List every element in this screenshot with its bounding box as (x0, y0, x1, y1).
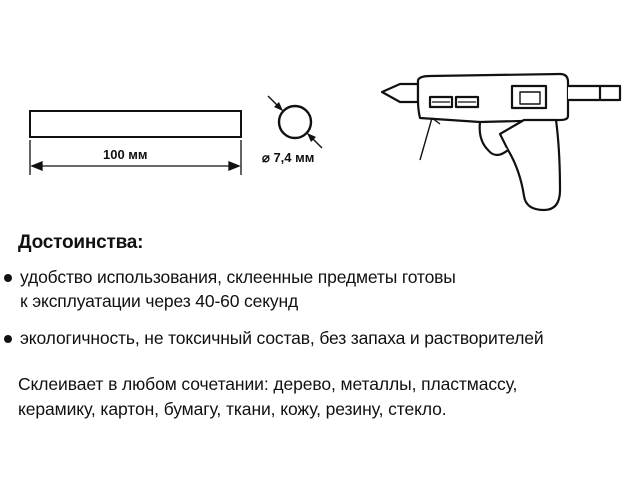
list-item-line: удобство использования, склеенные предметы готовы (20, 267, 456, 287)
length-label: 100 мм (103, 147, 148, 162)
usage-note (18, 372, 638, 422)
product-illustration (0, 0, 640, 230)
glue-gun-icon (382, 74, 620, 210)
bullet-icon (4, 335, 12, 343)
usage-note-line: Склеивает в любом сочетании: дерево, металлы, пластмассу, (18, 374, 518, 394)
usage-note-line: керамику, картон, бумагу, ткани, кожу, резину, стекло. (18, 399, 447, 419)
diameter-label: ⌀ 7,4 мм (262, 150, 315, 165)
list-item-line: экологичность, не токсичный состав, без запаха и растворителей (20, 328, 544, 348)
glue-stick-icon (30, 111, 241, 137)
bullet-icon (4, 274, 12, 282)
circle-cross-section-icon (268, 96, 322, 148)
advantages-heading: Достоинства: (18, 232, 144, 253)
list-item-line: к эксплуатации через 40-60 секунд (20, 291, 299, 311)
